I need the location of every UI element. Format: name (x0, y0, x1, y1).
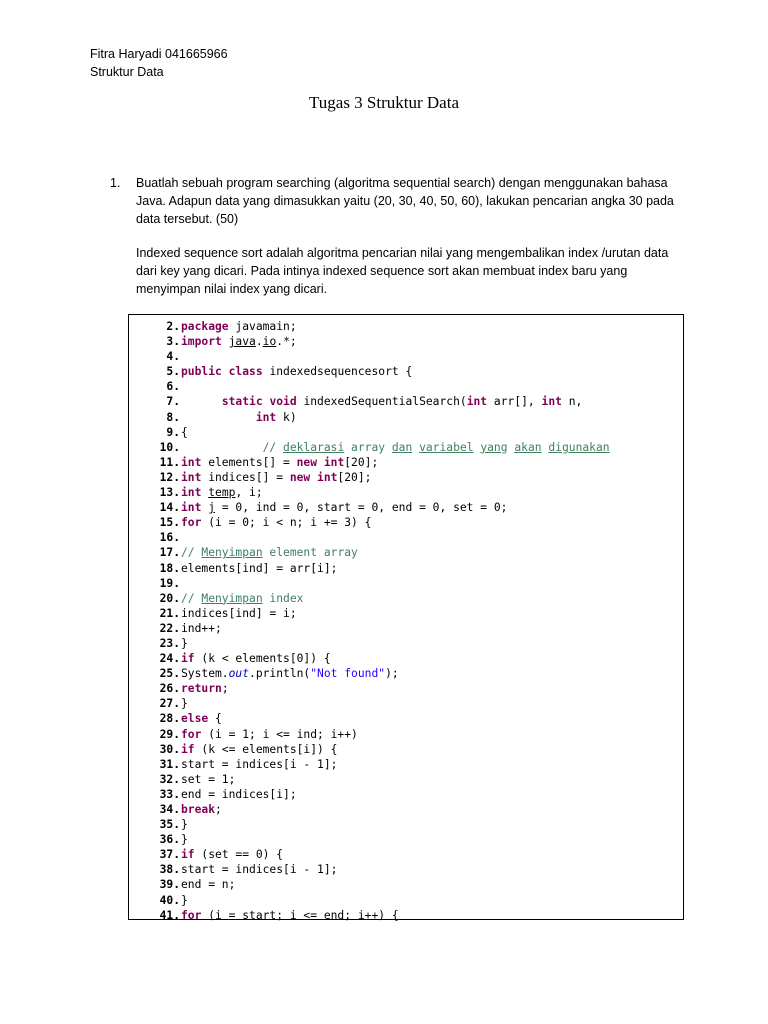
line-number: 21. (159, 606, 180, 620)
code-line (129, 379, 683, 394)
code-line (129, 410, 683, 425)
code-line (129, 908, 683, 923)
code-line (129, 591, 683, 606)
code-text: set = 1; (181, 772, 236, 786)
code-text: import java.io.*; (181, 335, 297, 349)
code-line (129, 877, 683, 892)
code-line (129, 440, 683, 455)
code-line (129, 470, 683, 485)
code-text: int j = 0, ind = 0, start = 0, end = 0, set = 0; (181, 501, 508, 515)
code-text: int k) (255, 410, 297, 424)
line-number: 35. (159, 818, 180, 832)
line-number: 22. (159, 621, 180, 635)
code-text: int elements[] = new int[20]; (181, 455, 379, 469)
question-description: Indexed sequence sort adalah algoritma pencarian nilai yang mengembalikan index /urutan data dari key yang dicari. Pada intinya indexed sequence sort akan membuat index baru yang menyimpan nilai index yang dicari. (136, 246, 669, 296)
code-text: // deklarasi array dan variabel yang akan digunakan (262, 440, 610, 454)
line-number: 23. (159, 636, 180, 650)
code-text: start = indices[i - 1]; (181, 757, 338, 771)
line-number: 11. (159, 455, 180, 469)
line-number: 26. (159, 682, 180, 696)
code-line (129, 787, 683, 802)
line-number: 20. (159, 591, 180, 605)
code-lines (129, 319, 683, 923)
code-line (129, 561, 683, 576)
code-text: if (set == 0) { (181, 848, 284, 862)
code-line (129, 681, 683, 696)
code-line (129, 515, 683, 530)
code-text: } (181, 893, 188, 907)
line-number: 16. (159, 531, 180, 545)
line-number: 30. (159, 742, 180, 756)
code-text: if (k <= elements[i]) { (181, 742, 338, 756)
line-number: 32. (159, 772, 180, 786)
code-line (129, 666, 683, 681)
code-text: int indices[] = new int[20]; (181, 470, 372, 484)
code-text: } (181, 818, 188, 832)
code-line (129, 802, 683, 817)
code-line (129, 576, 683, 591)
code-text: // Menyimpan index (181, 591, 304, 605)
line-number: 36. (159, 833, 180, 847)
code-line (129, 455, 683, 470)
code-text: } (181, 697, 188, 711)
line-number: 34. (159, 803, 180, 816)
line-number: 40. (159, 893, 180, 907)
line-number: 25. (159, 667, 180, 681)
code-line (129, 636, 683, 651)
question-text: Buatlah sebuah program searching (algoritma sequential search) dengan menggunakan bahasa Java. Adapun data yang dimasukkan yaitu (20, 30, 40, 50, 60), lakukan pencarian angka 30 pada data tersebut. (50) (136, 176, 674, 226)
code-line (129, 817, 683, 832)
code-text: package javamain; (181, 320, 297, 333)
code-line (129, 651, 683, 666)
line-number: 27. (159, 697, 180, 711)
code-text: end = n; (181, 878, 236, 892)
course-name: Struktur Data (90, 65, 164, 79)
code-text: static void indexedSequentialSearch(int arr[], int n, (221, 395, 583, 409)
code-line (129, 319, 683, 334)
code-text: for (i = start; i <= end; i++) { (181, 908, 399, 922)
code-line (129, 425, 683, 440)
code-text: start = indices[i - 1]; (181, 863, 338, 877)
line-number: 5. (166, 365, 180, 379)
code-text: } (181, 833, 188, 847)
code-text: indices[ind] = i; (181, 606, 297, 620)
line-number: 14. (159, 501, 180, 515)
code-text: for (i = 0; i < n; i += 3) { (181, 516, 372, 530)
line-number: 12. (159, 470, 180, 484)
code-line (129, 394, 683, 409)
line-number: 38. (159, 863, 180, 877)
author-block (90, 45, 228, 81)
code-line (129, 530, 683, 545)
code-text: break; (181, 803, 222, 816)
code-text: } (181, 636, 188, 650)
line-number: 24. (159, 652, 180, 666)
code-line (129, 334, 683, 349)
code-text: ind++; (181, 621, 222, 635)
code-text: public class indexedsequencesort { (181, 365, 413, 379)
page-title: Tugas 3 Struktur Data (308, 93, 459, 112)
code-text: if (k < elements[0]) { (181, 652, 331, 666)
line-number: 33. (159, 787, 180, 801)
code-line (129, 847, 683, 862)
line-number: 3. (166, 335, 180, 349)
line-number: 31. (159, 757, 180, 771)
line-number: 4. (166, 350, 180, 364)
code-line (129, 545, 683, 560)
line-number: 2. (166, 320, 180, 333)
code-text: System.out.println("Not found"); (181, 667, 399, 681)
code-line (129, 364, 683, 379)
line-number: 39. (159, 878, 180, 892)
line-number: 7. (166, 395, 180, 409)
code-line (129, 742, 683, 757)
author-name: Fitra Haryadi 041665966 (90, 47, 228, 61)
code-text: for (i = 1; i <= ind; i++) (181, 727, 358, 741)
code-text: // Menyimpan element array (181, 546, 358, 560)
code-line (129, 606, 683, 621)
line-number: 19. (159, 576, 180, 590)
code-text: elements[ind] = arr[i]; (181, 561, 338, 575)
code-text: end = indices[i]; (181, 787, 297, 801)
line-number: 37. (159, 848, 180, 862)
code-line (129, 485, 683, 500)
line-number: 29. (159, 727, 180, 741)
code-line (129, 832, 683, 847)
line-number: 10. (159, 440, 180, 454)
code-line (129, 349, 683, 364)
code-block (128, 314, 684, 920)
code-line (129, 757, 683, 772)
code-line (129, 862, 683, 877)
code-line (129, 621, 683, 636)
line-number: 28. (159, 712, 180, 726)
code-line (129, 727, 683, 742)
line-number: 6. (166, 380, 180, 394)
question-number: 1. (110, 176, 121, 190)
code-line (129, 696, 683, 711)
line-number: 9. (166, 425, 180, 439)
line-number: 15. (159, 516, 180, 530)
line-number: 13. (159, 486, 180, 500)
code-text: return; (181, 682, 229, 696)
code-text: { (181, 425, 188, 439)
code-text: int temp, i; (181, 486, 263, 500)
code-line (129, 500, 683, 515)
code-line (129, 893, 683, 908)
line-number: 41. (159, 908, 180, 922)
line-number: 17. (159, 546, 180, 560)
code-line (129, 772, 683, 787)
code-text: else { (181, 712, 222, 726)
line-number: 8. (166, 410, 180, 424)
line-number: 18. (159, 561, 180, 575)
code-line (129, 711, 683, 726)
